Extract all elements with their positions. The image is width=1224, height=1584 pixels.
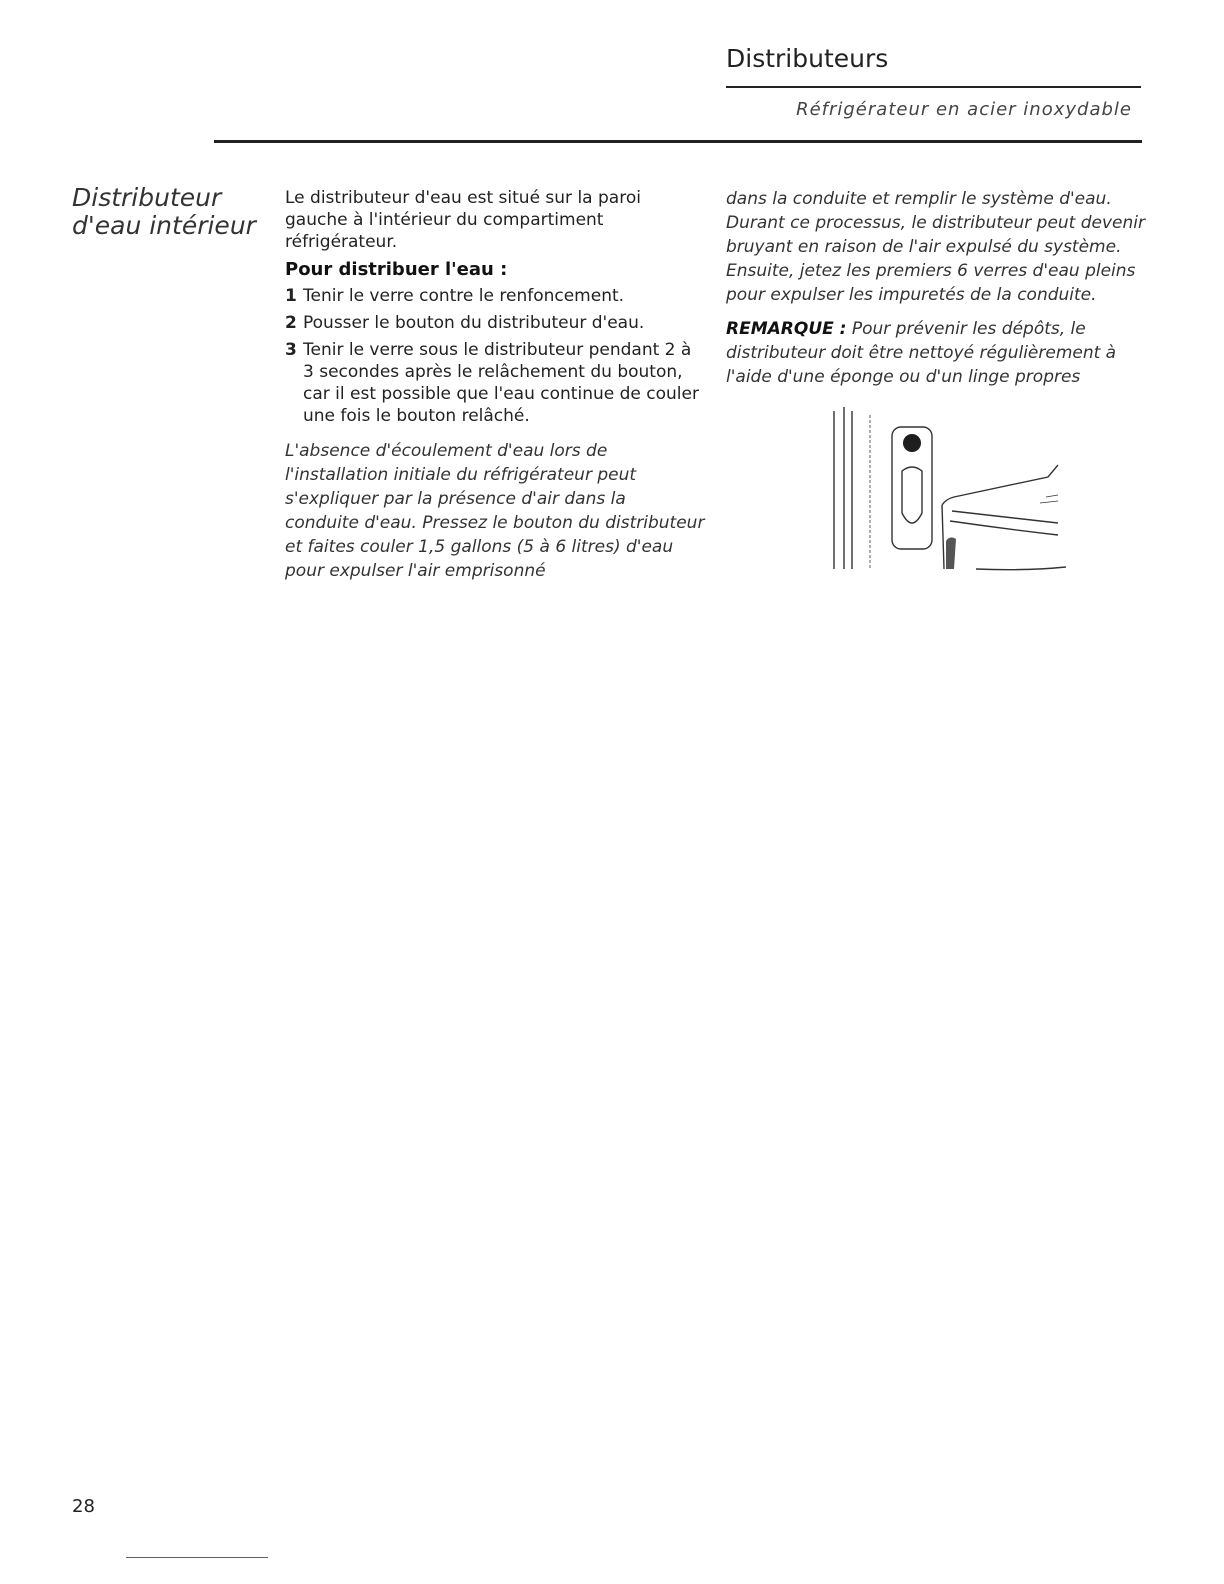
header-divider-short bbox=[726, 86, 1141, 88]
instruction-steps bbox=[285, 285, 705, 427]
intro-paragraph: Le distributeur d'eau est situé sur la paroi gauche à l'intérieur du compartiment réfrigérateur. bbox=[285, 188, 641, 252]
step-number: 1 bbox=[285, 286, 297, 306]
text-column-left bbox=[285, 187, 705, 583]
air-purge-note-continued: dans la conduite et remplir le système d'eau. Durant ce processus, le distributeur peut devenir bruyant en raison de l'air expulsé du système. Ensuite, jetez les premiers 6 verres d'eau pleins pour expulser les impuretés de la conduite. bbox=[726, 189, 1146, 305]
step-number: 3 bbox=[285, 340, 297, 360]
header-subtitle: Réfrigérateur en acier inoxydable bbox=[796, 99, 1132, 120]
step-text: Tenir le verre sous le distributeur pendant 2 à 3 secondes après le relâchement du bouton, car il est possible que l'eau continue de couler une fois le bouton relâché. bbox=[303, 340, 699, 426]
step-number: 2 bbox=[285, 313, 297, 333]
step-item bbox=[285, 285, 705, 307]
remarque-label: REMARQUE : bbox=[726, 319, 847, 339]
step-text: Pousser le bouton du distributeur d'eau. bbox=[303, 313, 645, 333]
step-item bbox=[285, 339, 705, 427]
step-item bbox=[285, 312, 705, 334]
header-title: Distributeurs bbox=[726, 44, 889, 73]
remarque-text: Pour prévenir les dépôts, le distributeur doit être nettoyé régulièrement à l'aide d'une éponge ou d'un linge propres bbox=[726, 319, 1117, 387]
text-column-right bbox=[726, 187, 1146, 389]
step-text: Tenir le verre contre le renfoncement. bbox=[303, 286, 625, 306]
instructions-subheading: Pour distribuer l'eau : bbox=[285, 259, 508, 280]
page-number: 28 bbox=[72, 1496, 95, 1517]
section-heading-line1: Distributeur bbox=[72, 183, 222, 212]
water-dispenser-illustration bbox=[826, 405, 1066, 575]
footer-divider bbox=[126, 1557, 268, 1558]
air-purge-note: L'absence d'écoulement d'eau lors de l'installation initiale du réfrigérateur peut s'expliquer par la présence d'air dans la conduite d'eau. Pressez le bouton du distributeur et faites couler 1,5 gallons (5 à 6 litres) d'eau pour expulser l'air emprisonné bbox=[285, 441, 705, 581]
header-divider-long bbox=[214, 140, 1142, 143]
remarque-paragraph bbox=[726, 317, 1146, 389]
section-heading bbox=[72, 184, 272, 240]
section-heading-line2: d'eau intérieur bbox=[72, 211, 256, 240]
